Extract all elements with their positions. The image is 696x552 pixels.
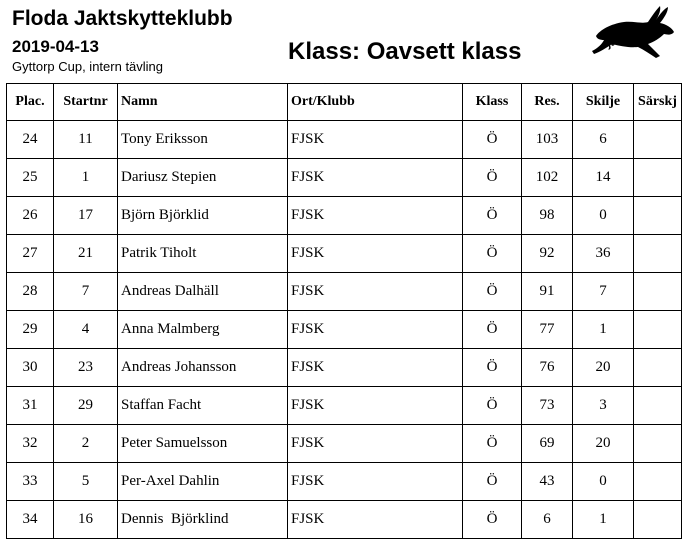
col-header-res: Res. [522,84,573,121]
cell-klubb: FJSK [288,159,463,197]
table-header-row [7,84,682,121]
cell-startnr: 7 [54,273,118,311]
cell-klass: Ö [463,273,522,311]
cell-startnr: 23 [54,349,118,387]
cell-sarskj [634,121,682,159]
cell-res: 98 [522,197,573,235]
cell-plac: 31 [7,387,54,425]
cell-sarskj [634,273,682,311]
cell-klass: Ö [463,463,522,501]
table-row [7,159,682,197]
cell-startnr: 29 [54,387,118,425]
table-row [7,121,682,159]
cell-startnr: 5 [54,463,118,501]
table-row [7,235,682,273]
cell-klass: Ö [463,197,522,235]
cell-sarskj [634,235,682,273]
cell-namn: Per-Axel Dahlin [118,463,288,501]
cell-res: 103 [522,121,573,159]
cell-startnr: 1 [54,159,118,197]
cell-plac: 27 [7,235,54,273]
cell-sarskj [634,311,682,349]
table-row [7,387,682,425]
cell-plac: 33 [7,463,54,501]
table-row [7,425,682,463]
cell-startnr: 21 [54,235,118,273]
cell-plac: 25 [7,159,54,197]
cell-sarskj [634,349,682,387]
col-header-namn: Namn [118,84,288,121]
cell-klubb: FJSK [288,425,463,463]
table-row [7,273,682,311]
cell-namn: Tony Eriksson [118,121,288,159]
cell-klubb: FJSK [288,273,463,311]
cell-sarskj [634,501,682,539]
cell-skilje: 14 [573,159,634,197]
cell-klubb: FJSK [288,387,463,425]
col-header-klubb: Ort/Klubb [288,84,463,121]
cell-skilje: 6 [573,121,634,159]
cell-klass: Ö [463,311,522,349]
cell-namn: Andreas Johansson [118,349,288,387]
cell-res: 77 [522,311,573,349]
col-header-skilje: Skilje [573,84,634,121]
results-table [6,83,682,539]
cell-klass: Ö [463,349,522,387]
cell-skilje: 1 [573,501,634,539]
event-date: 2019-04-13 [12,37,99,56]
club-title: Floda Jaktskytteklubb [12,7,233,30]
col-header-startnr: Startnr [54,84,118,121]
cell-res: 91 [522,273,573,311]
cell-namn: Staffan Facht [118,387,288,425]
cell-plac: 24 [7,121,54,159]
cell-skilje: 1 [573,311,634,349]
cell-plac: 30 [7,349,54,387]
cell-startnr: 16 [54,501,118,539]
cell-res: 102 [522,159,573,197]
table-row [7,197,682,235]
cell-sarskj [634,425,682,463]
cell-skilje: 20 [573,349,634,387]
cell-skilje: 3 [573,387,634,425]
cell-startnr: 4 [54,311,118,349]
cell-klass: Ö [463,387,522,425]
jaktstig-logo [590,2,690,68]
cell-namn: Björn Björklid [118,197,288,235]
cell-klubb: FJSK [288,311,463,349]
cell-plac: 29 [7,311,54,349]
cell-res: 6 [522,501,573,539]
cell-sarskj [634,387,682,425]
cell-sarskj [634,159,682,197]
table-row [7,349,682,387]
cell-namn: Dennis Björklind [118,501,288,539]
cell-namn: Andreas Dalhäll [118,273,288,311]
event-name: Gyttorp Cup, intern tävling [12,59,164,74]
col-header-sarskj: Särskj [634,84,682,121]
cell-startnr: 17 [54,197,118,235]
cell-res: 76 [522,349,573,387]
table-row [7,463,682,501]
cell-klubb: FJSK [288,463,463,501]
cell-klubb: FJSK [288,121,463,159]
cell-namn: Patrik Tiholt [118,235,288,273]
cell-res: 43 [522,463,573,501]
col-header-plac: Plac. [7,84,54,121]
cell-plac: 28 [7,273,54,311]
cell-sarskj [634,463,682,501]
col-header-klass: Klass [463,84,522,121]
table-row [7,501,682,539]
cell-sarskj [634,197,682,235]
cell-plac: 26 [7,197,54,235]
cell-klass: Ö [463,235,522,273]
cell-plac: 32 [7,425,54,463]
cell-skilje: 0 [573,463,634,501]
cell-klass: Ö [463,121,522,159]
cell-klass: Ö [463,501,522,539]
cell-klubb: FJSK [288,197,463,235]
cell-skilje: 7 [573,273,634,311]
cell-klass: Ö [463,159,522,197]
class-heading: Klass: Oavsett klass [288,38,522,65]
cell-plac: 34 [7,501,54,539]
cell-skilje: 36 [573,235,634,273]
cell-klubb: FJSK [288,501,463,539]
cell-skilje: 20 [573,425,634,463]
cell-namn: Anna Malmberg [118,311,288,349]
cell-skilje: 0 [573,197,634,235]
cell-namn: Dariusz Stepien [118,159,288,197]
cell-res: 73 [522,387,573,425]
cell-res: 69 [522,425,573,463]
cell-klubb: FJSK [288,235,463,273]
table-row [7,311,682,349]
cell-res: 92 [522,235,573,273]
cell-startnr: 2 [54,425,118,463]
cell-startnr: 11 [54,121,118,159]
logo-text: jaktstig.se [605,18,660,50]
cell-klubb: FJSK [288,349,463,387]
cell-namn: Peter Samuelsson [118,425,288,463]
cell-klass: Ö [463,425,522,463]
